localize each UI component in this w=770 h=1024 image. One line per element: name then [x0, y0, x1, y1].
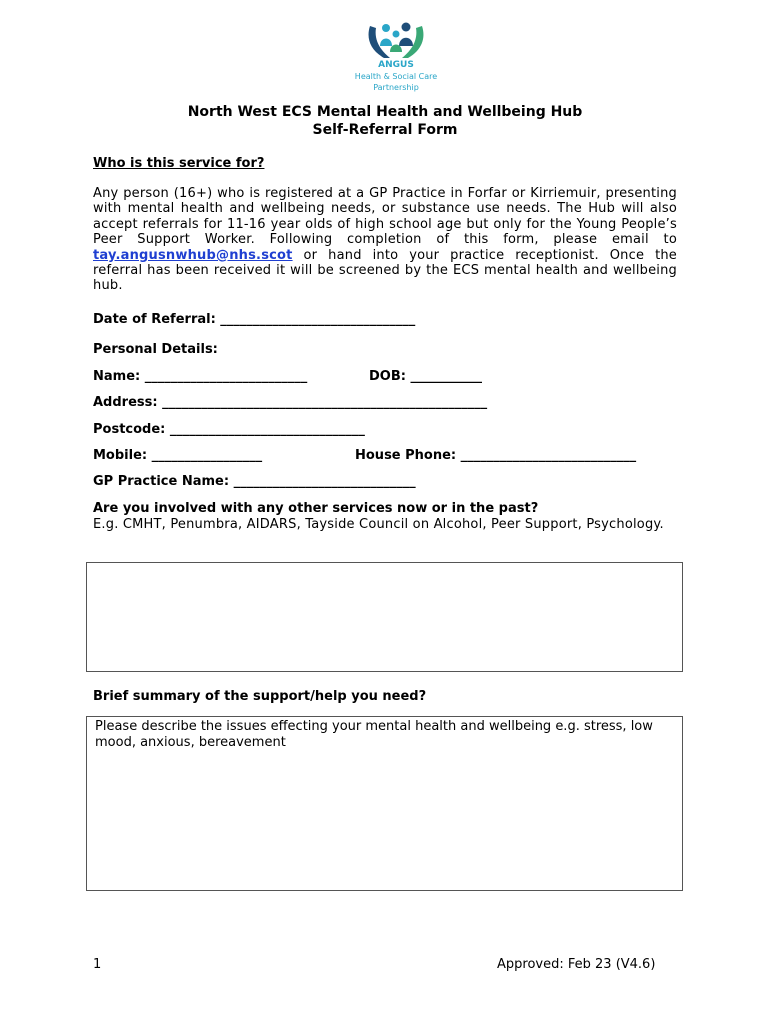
date-of-referral-field[interactable]: Date of Referral: ______________________________ [93, 312, 416, 327]
mobile-field[interactable]: Mobile: _________________ [93, 448, 263, 463]
who-text-before: Any person (16+) who is registered at a GP Practice in Forfar or Kirriemuir, presenting with mental health and wellbeing needs, or substance use needs. The Hub will also accept referrals for 11-16 year olds of high school age but only for the Young People’s Peer Support Worker. Following completion of this form, please email to [93, 186, 677, 248]
who-paragraph [93, 186, 677, 294]
name-field[interactable]: Name: _________________________ [93, 369, 308, 384]
logo-line-2: Partnership [373, 83, 419, 92]
services-answer-box[interactable] [86, 562, 683, 672]
postcode-field[interactable]: Postcode: ______________________________ [93, 422, 365, 437]
summary-prompt: Please describe the issues effecting your mental health and wellbeing e.g. stress, low mood, anxious, bereavement [95, 719, 653, 750]
page-title: North West ECS Mental Health and Wellbeing Hub [187, 104, 583, 120]
house-phone-field[interactable]: House Phone: ___________________________ [355, 448, 637, 463]
summary-answer-box[interactable] [86, 716, 683, 891]
services-answer-text [87, 563, 682, 567]
personal-details-heading: Personal Details: [93, 342, 218, 357]
who-heading: Who is this service for? [93, 156, 265, 171]
address-field[interactable]: Address: __________________________________________________ [93, 395, 488, 410]
services-examples: E.g. CMHT, Penumbra, AIDARS, Tayside Council on Alcohol, Peer Support, Psychology. [93, 517, 664, 532]
page-subtitle: Self-Referral Form [312, 122, 458, 138]
dob-field[interactable]: DOB: ___________ [369, 369, 482, 384]
logo-brand: ANGUS [378, 60, 414, 70]
email-link[interactable]: tay.angusnwhub@nhs.scot [93, 247, 293, 263]
logo-text [336, 60, 456, 93]
summary-question: Brief summary of the support/help you need? [93, 689, 427, 704]
logo-line-1: Health & Social Care [354, 72, 438, 81]
page-number: 1 [93, 957, 102, 972]
approved-label: Approved: Feb 23 (V4.6) [497, 957, 656, 972]
who-text-after: or hand into your practice receptionist. Once the referral has been received it will be screened by the ECS mental health and wellbeing hub. [93, 247, 678, 294]
gp-practice-field[interactable]: GP Practice Name: ____________________________ [93, 474, 416, 489]
services-question: Are you involved with any other services now or in the past? [93, 501, 539, 516]
